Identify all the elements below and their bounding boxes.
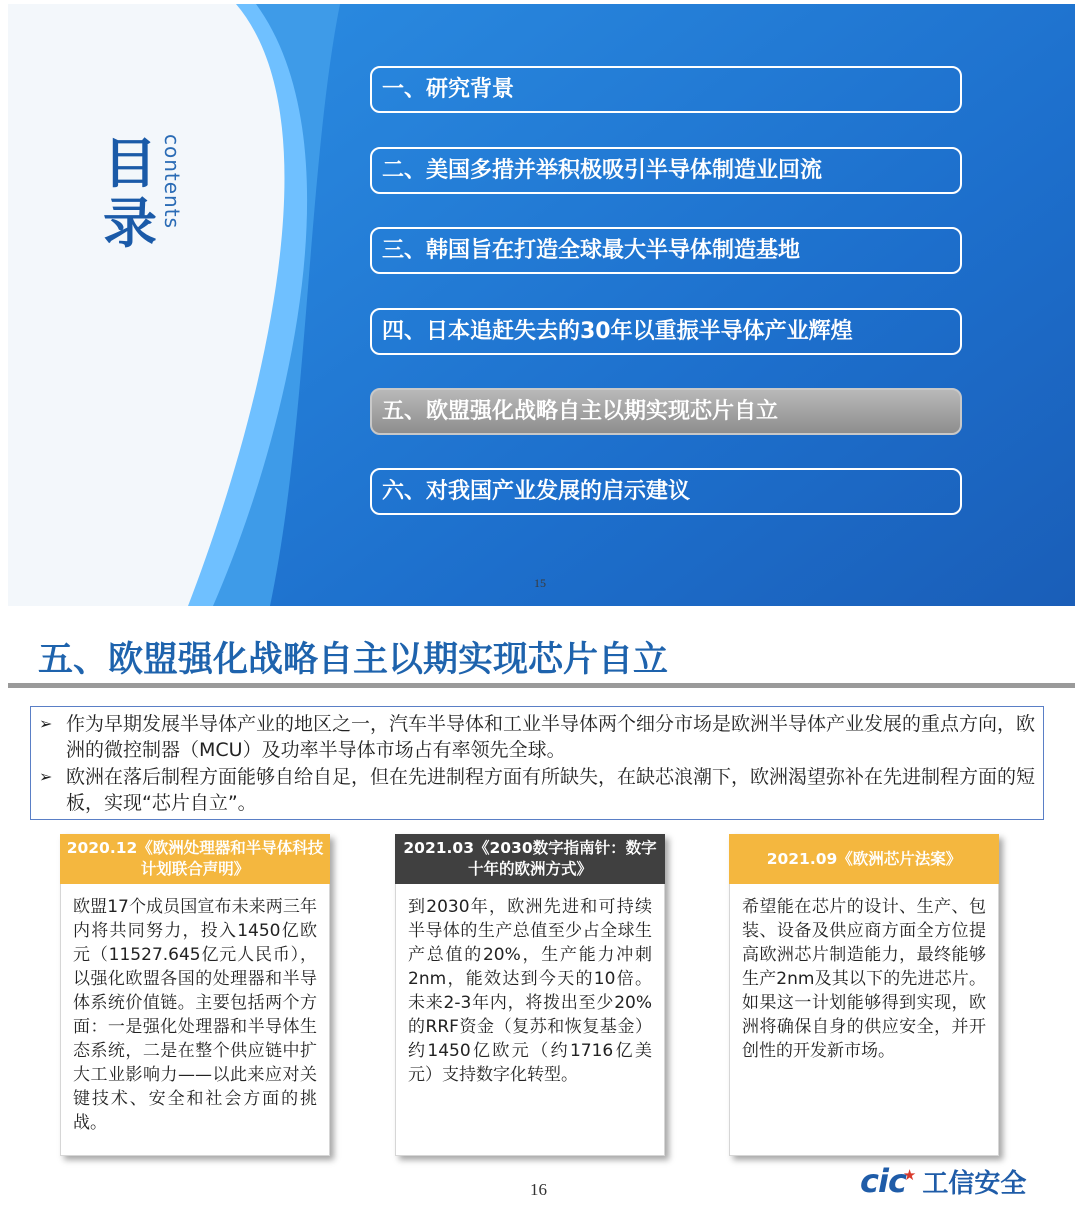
card-body: 欧盟17个成员国宣布未来两三年内将共同努力，投入1450亿欧元（11527.645亿元人民币），以强化欧盟各国的处理器和半导体系统价值链。主要包括两个方面：一是强化处理器和半导体生态系统，二是在整个供应链中扩大工业影响力——以此来应对关键技术、安全和社会方面的挑战。: [73, 897, 317, 1133]
policy-card-2021-09: [729, 834, 999, 1156]
eu-section-slide: [8, 608, 1075, 1216]
intro-box: [30, 706, 1044, 820]
toc-heading: [100, 134, 160, 254]
toc-item-1[interactable]: 一、研究背景: [370, 66, 962, 113]
toc-item-3[interactable]: 三、韩国旨在打造全球最大半导体制造基地: [370, 227, 962, 274]
card-header: 2020.12《欧洲处理器和半导体科技计划联合声明》: [60, 834, 330, 884]
toc-item-2[interactable]: 二、美国多措并举积极吸引半导体制造业回流: [370, 147, 962, 194]
cic-logo: [860, 1164, 1026, 1198]
toc-heading-char: 录: [103, 192, 157, 255]
page-number: 15: [534, 576, 546, 590]
toc-subtitle: contents: [160, 134, 184, 229]
title-divider: [8, 683, 1075, 688]
toc-heading-char: 目: [103, 132, 157, 195]
card-body: 到2030年，欧洲先进和可持续半导体的生产总值至少占全球生产总值的20%，生产能力冲刺2nm，能效达到今天的10倍。未来2-3年内，将拨出至少20%的RRF资金（复苏和恢复基金）约1450亿欧元（约1716亿美元）支持数字化转型。: [408, 897, 652, 1085]
intro-bullet: [39, 711, 1035, 763]
arrow-bullet-icon: ➢: [39, 767, 53, 786]
page-number: 16: [530, 1180, 547, 1199]
intro-bullet: [39, 764, 1035, 816]
logo-chinese: 工信安全: [922, 1168, 1027, 1199]
intro-bullet-text: 作为早期发展半导体产业的地区之一，汽车半导体和工业半导体两个细分市场是欧洲半导体产业发展的重点方向，欧洲的微控制器（MCU）及功率半导体市场占有率领先全球。: [66, 713, 1036, 761]
toc-slide: [8, 4, 1075, 606]
logo-latin: cic★: [860, 1162, 916, 1200]
policy-card-2020: [60, 834, 330, 1156]
policy-card-2021-03: [395, 834, 665, 1156]
card-header: 2021.09《欧洲芯片法案》: [729, 834, 999, 884]
toc-item-4[interactable]: 四、日本追赶失去的30年以重振半导体产业辉煌: [370, 308, 962, 355]
arrow-bullet-icon: ➢: [39, 714, 53, 733]
card-header: 2021.03《2030数字指南针：数字十年的欧洲方式》: [395, 834, 665, 884]
intro-bullet-text: 欧洲在落后制程方面能够自给自足，但在先进制程方面有所缺失，在缺芯浪潮下，欧洲渴望弥补在先进制程方面的短板，实现“芯片自立”。: [66, 766, 1036, 814]
toc-item-6[interactable]: 六、对我国产业发展的启示建议: [370, 468, 962, 515]
slide-title: 五、欧盟强化战略自主以期实现芯片自立: [38, 640, 669, 680]
toc-item-5-active[interactable]: 五、欧盟强化战略自主以期实现芯片自立: [370, 388, 962, 435]
card-body: 希望能在芯片的设计、生产、包装、设备及供应商方面全方位提高欧洲芯片制造能力，最终能够生产2nm及其以下的先进芯片。如果这一计划能够得到实现，欧洲将确保自身的供应安全，并开创性的开发新市场。: [742, 897, 986, 1061]
star-icon: ★: [902, 1166, 916, 1184]
